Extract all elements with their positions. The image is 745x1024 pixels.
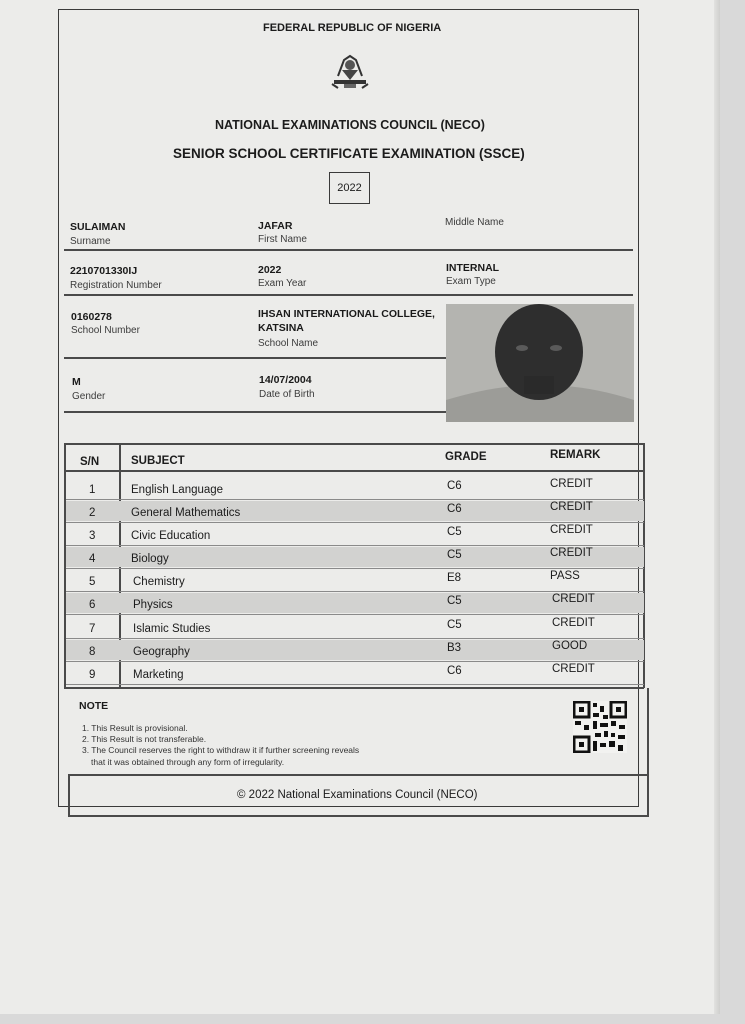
result-subject: English Language <box>131 484 224 496</box>
result-subject: Physics <box>133 599 173 611</box>
result-remark: CREDIT <box>550 547 593 559</box>
result-remark: CREDIT <box>550 501 593 513</box>
exam-type-label: Exam Type <box>446 276 496 287</box>
note-item: 1. This Result is provisional. <box>82 723 188 733</box>
first-name-label: First Name <box>258 234 307 245</box>
result-grade: C5 <box>447 549 462 561</box>
result-subject: Biology <box>131 553 169 565</box>
header-sn: S/N <box>80 456 100 468</box>
result-remark: CREDIT <box>552 593 595 605</box>
result-grade: E8 <box>447 572 462 584</box>
result-sn: 6 <box>89 599 96 611</box>
first-name-value: JAFAR <box>258 220 293 232</box>
result-grade: B3 <box>447 642 462 654</box>
row-divider <box>66 499 644 500</box>
result-remark: CREDIT <box>552 663 595 675</box>
surname-value: SULAIMAN <box>70 221 126 233</box>
result-subject: Geography <box>133 646 190 658</box>
school-name-line1: IHSAN INTERNATIONAL COLLEGE, <box>258 308 435 320</box>
row-divider <box>66 638 644 639</box>
copyright-text: © 2022 National Examinations Council (NECO) <box>237 789 478 801</box>
note-item: 2. This Result is not transferable. <box>82 734 207 744</box>
school-number-value: 0160278 <box>71 311 112 323</box>
result-grade: C5 <box>447 526 462 538</box>
row-divider <box>66 545 644 546</box>
header-remark: REMARK <box>550 449 601 461</box>
result-sn: 3 <box>89 530 96 542</box>
note-title: NOTE <box>79 700 109 712</box>
school-number-label: School Number <box>71 325 140 336</box>
school-name-line2: KATSINA <box>258 322 304 334</box>
note-top-line <box>64 687 644 689</box>
gender-value: M <box>72 376 81 388</box>
result-remark: CREDIT <box>550 478 593 490</box>
row-divider <box>66 614 644 615</box>
result-sn: 5 <box>89 576 96 588</box>
result-sn: 2 <box>89 507 96 519</box>
table-top-line <box>64 443 644 445</box>
row-divider <box>66 568 644 569</box>
gender-label: Gender <box>72 391 106 402</box>
result-sn: 7 <box>89 623 96 635</box>
result-remark: CREDIT <box>552 617 595 629</box>
result-sn: 8 <box>89 646 96 658</box>
row-divider <box>66 522 644 523</box>
council-title: NATIONAL EXAMINATIONS COUNCIL (NECO) <box>215 118 485 132</box>
year-box: 2022 <box>329 172 370 204</box>
exam-title: SENIOR SCHOOL CERTIFICATE EXAMINATION (SSCE) <box>173 146 525 161</box>
result-grade: C6 <box>447 665 462 677</box>
row-divider <box>66 684 644 685</box>
exam-type-value: INTERNAL <box>446 262 500 274</box>
header-subject: SUBJECT <box>131 455 185 467</box>
school-name-label: School Name <box>258 338 319 349</box>
result-remark: CREDIT <box>550 524 593 536</box>
divider <box>64 294 633 296</box>
result-subject: General Mathematics <box>131 507 241 519</box>
result-subject: Islamic Studies <box>133 623 211 635</box>
result-grade: C5 <box>447 619 462 631</box>
exam-year-value: 2022 <box>258 264 282 276</box>
result-subject: Chemistry <box>133 576 185 588</box>
divider <box>64 249 633 251</box>
footer-right-line <box>647 688 649 816</box>
result-remark: PASS <box>550 570 580 582</box>
result-subject: Civic Education <box>131 530 211 542</box>
candidate-photo <box>446 304 634 422</box>
footer-left-line <box>68 774 70 816</box>
reg-number-label: Registration Number <box>70 280 162 291</box>
footer-top-line <box>68 774 648 776</box>
table-header-line <box>64 470 644 472</box>
result-remark: GOOD <box>552 640 588 652</box>
coat-of-arms-icon <box>326 50 374 92</box>
country-title: FEDERAL REPUBLIC OF NIGERIA <box>263 22 442 34</box>
row-divider <box>66 591 644 592</box>
divider <box>64 411 446 413</box>
row-divider <box>66 661 644 662</box>
result-grade: C6 <box>447 480 462 492</box>
middle-name-label: Middle Name <box>445 217 504 228</box>
dob-label: Date of Birth <box>259 389 315 400</box>
header-grade: GRADE <box>445 451 487 463</box>
footer-bottom-line <box>68 815 649 817</box>
dob-value: 14/07/2004 <box>259 374 312 386</box>
reg-number-value: 2210701330IJ <box>70 265 138 277</box>
result-sn: 4 <box>89 553 96 565</box>
result-grade: C5 <box>447 595 462 607</box>
qr-code-icon <box>573 701 627 753</box>
surname-label: Surname <box>70 236 111 247</box>
result-grade: C6 <box>447 503 462 515</box>
result-sn: 9 <box>89 669 96 681</box>
note-item: that it was obtained through any form of irregularity. <box>91 757 285 767</box>
note-item: 3. The Council reserves the right to withdraw it if further screening reveals <box>82 745 360 755</box>
divider <box>64 357 446 359</box>
result-sn: 1 <box>89 484 96 496</box>
exam-year-label: Exam Year <box>258 278 307 289</box>
result-subject: Marketing <box>133 669 184 681</box>
